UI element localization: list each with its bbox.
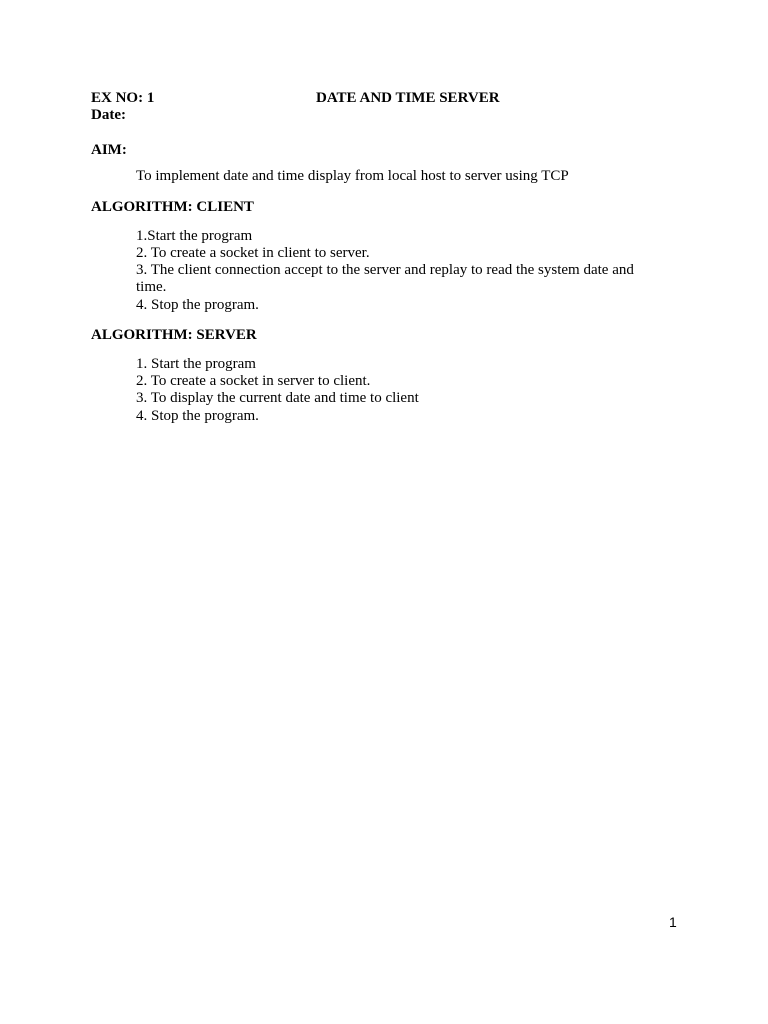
client-step: 3. The client connection accept to the server and replay to read the system date and time. (136, 262, 634, 295)
server-step: 4. Stop the program. (136, 408, 259, 424)
server-step: 1. Start the program (136, 356, 256, 372)
server-step: 2. To create a socket in server to client. (136, 373, 371, 389)
exercise-number: EX NO: 1 (91, 90, 155, 106)
client-algorithm-heading: ALGORITHM: CLIENT (91, 199, 254, 215)
aim-heading: AIM: (91, 142, 127, 158)
server-algorithm-heading: ALGORITHM: SERVER (91, 327, 257, 343)
server-step: 3. To display the current date and time to client (136, 390, 419, 406)
aim-text: To implement date and time display from local host to server using TCP (136, 168, 569, 184)
client-step: 1.Start the program (136, 228, 253, 244)
client-step: 4. Stop the program. (136, 297, 259, 313)
date-label: Date: (91, 107, 126, 123)
page-number: 1 (669, 914, 677, 930)
client-step: 2. To create a socket in client to server. (136, 245, 370, 261)
page-title: DATE AND TIME SERVER (316, 90, 500, 106)
